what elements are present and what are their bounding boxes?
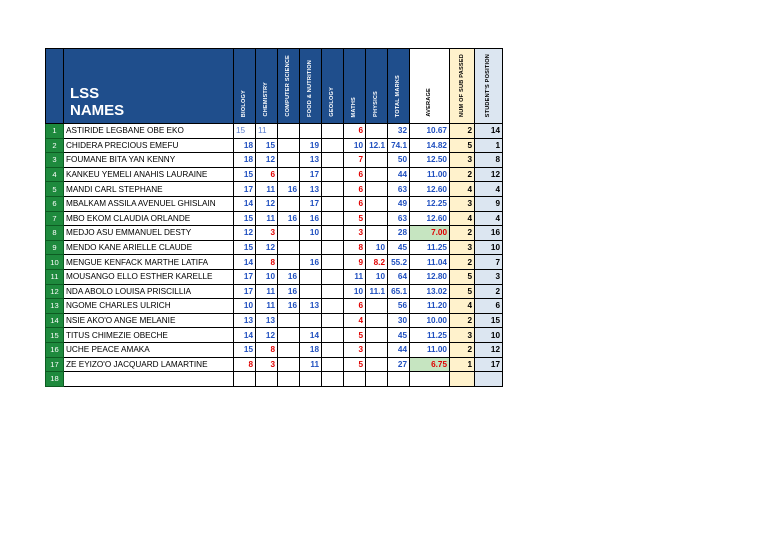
maths-cell[interactable]: 6	[344, 167, 366, 182]
total-cell[interactable]: 64	[388, 269, 410, 284]
cs-cell[interactable]	[278, 124, 300, 139]
chem-cell[interactable]: 11	[256, 211, 278, 226]
student-name-cell[interactable]: MANDI CARL STEPHANE	[64, 182, 234, 197]
table-row	[46, 240, 503, 255]
student-name-cell[interactable]: MBALKAM ASSILA AVENUEL GHISLAIN	[64, 196, 234, 211]
chem-cell[interactable]: 12	[256, 196, 278, 211]
total-cell[interactable]: 45	[388, 240, 410, 255]
food-cell[interactable]: 19	[300, 138, 322, 153]
maths-cell[interactable]: 5	[344, 357, 366, 372]
phys-cell[interactable]	[366, 357, 388, 372]
food-cell[interactable]: 17	[300, 167, 322, 182]
total-cell[interactable]: 49	[388, 196, 410, 211]
row-number-cell[interactable]: 4	[46, 167, 64, 182]
geo-cell[interactable]	[322, 211, 344, 226]
chem-cell[interactable]: 11	[256, 124, 278, 139]
chem-cell[interactable]: 8	[256, 342, 278, 357]
row-number-cell[interactable]: 17	[46, 357, 64, 372]
food-cell[interactable]	[300, 313, 322, 328]
avg-cell[interactable]: 6.75	[410, 357, 450, 372]
header-row	[46, 49, 503, 124]
row-number-cell[interactable]: 14	[46, 313, 64, 328]
phys-cell[interactable]	[366, 328, 388, 343]
bio-cell[interactable]: 15	[234, 124, 256, 139]
total-cell[interactable]: 44	[388, 167, 410, 182]
phys-cell[interactable]: 10	[366, 240, 388, 255]
geo-cell[interactable]	[322, 328, 344, 343]
geo-cell[interactable]	[322, 255, 344, 270]
row-number-cell[interactable]: 6	[46, 196, 64, 211]
maths-cell[interactable]: 10	[344, 284, 366, 299]
bio-cell[interactable]: 17	[234, 182, 256, 197]
food-cell[interactable]: 18	[300, 342, 322, 357]
maths-cell[interactable]: 7	[344, 153, 366, 168]
cs-cell[interactable]	[278, 313, 300, 328]
cs-cell[interactable]: 16	[278, 211, 300, 226]
maths-cell[interactable]: 6	[344, 196, 366, 211]
pos-cell[interactable]: 6	[475, 299, 503, 314]
food-cell[interactable]: 14	[300, 328, 322, 343]
phys-cell[interactable]	[366, 153, 388, 168]
phys-cell[interactable]	[366, 167, 388, 182]
names-header-cell[interactable]	[64, 49, 234, 124]
chem-cell[interactable]: 13	[256, 313, 278, 328]
row-number-cell[interactable]: 3	[46, 153, 64, 168]
bio-cell[interactable]: 18	[234, 153, 256, 168]
table-row	[46, 342, 503, 357]
student-name-cell[interactable]: CHIDERA PRECIOUS EMEFU	[64, 138, 234, 153]
student-name-cell[interactable]: FOUMANE BITA YAN KENNY	[64, 153, 234, 168]
cs-cell[interactable]: 16	[278, 284, 300, 299]
avg-cell[interactable]: 12.80	[410, 269, 450, 284]
maths-cell[interactable]: 6	[344, 124, 366, 139]
header-geology[interactable]: GEOLOGY	[322, 49, 344, 124]
student-name-cell[interactable]: MENDO KANE ARIELLE CLAUDE	[64, 240, 234, 255]
avg-cell[interactable]: 12.25	[410, 196, 450, 211]
food-cell[interactable]: 16	[300, 255, 322, 270]
food-cell[interactable]	[300, 372, 322, 387]
phys-cell[interactable]	[366, 196, 388, 211]
student-name-cell[interactable]: NSIE AKO'O ANGE MELANIE	[64, 313, 234, 328]
pos-cell[interactable]: 17	[475, 357, 503, 372]
chem-cell[interactable]: 12	[256, 328, 278, 343]
bio-cell[interactable]: 15	[234, 167, 256, 182]
student-name-cell[interactable]: MBO EKOM CLAUDIA ORLANDE	[64, 211, 234, 226]
maths-cell[interactable]: 8	[344, 240, 366, 255]
total-cell[interactable]: 44	[388, 342, 410, 357]
passed-cell[interactable]: 2	[450, 255, 475, 270]
food-cell[interactable]	[300, 124, 322, 139]
food-cell[interactable]	[300, 269, 322, 284]
row-number-cell[interactable]: 7	[46, 211, 64, 226]
geo-cell[interactable]	[322, 313, 344, 328]
header-title-line2: NAMES	[70, 102, 125, 119]
passed-cell[interactable]: 2	[450, 167, 475, 182]
header-computer-science[interactable]: COMPUTER SCIENCE	[278, 49, 300, 124]
pos-cell[interactable]: 15	[475, 313, 503, 328]
maths-cell[interactable]: 4	[344, 313, 366, 328]
row-number-cell[interactable]: 16	[46, 342, 64, 357]
row-number-cell[interactable]: 10	[46, 255, 64, 270]
chem-cell[interactable]	[256, 372, 278, 387]
maths-cell[interactable]: 5	[344, 211, 366, 226]
passed-cell[interactable]: 2	[450, 124, 475, 139]
row-number-cell[interactable]: 15	[46, 328, 64, 343]
avg-cell[interactable]: 11.00	[410, 167, 450, 182]
cs-cell[interactable]	[278, 240, 300, 255]
bio-cell[interactable]: 8	[234, 357, 256, 372]
spreadsheet	[45, 48, 503, 387]
avg-cell[interactable]: 10.00	[410, 313, 450, 328]
total-cell[interactable]	[388, 372, 410, 387]
food-cell[interactable]: 13	[300, 299, 322, 314]
row-number-cell[interactable]: 2	[46, 138, 64, 153]
total-cell[interactable]: 65.1	[388, 284, 410, 299]
avg-cell[interactable]: 11.00	[410, 342, 450, 357]
header-chemistry[interactable]: CHEMISTRY	[256, 49, 278, 124]
cs-cell[interactable]	[278, 167, 300, 182]
student-name-cell[interactable]: MENGUE KENFACK MARTHE LATIFA	[64, 255, 234, 270]
avg-cell[interactable]: 11.25	[410, 240, 450, 255]
header-num-passed[interactable]: NUM OF SUB PASSED	[450, 49, 475, 124]
phys-cell[interactable]	[366, 342, 388, 357]
food-cell[interactable]: 17	[300, 196, 322, 211]
student-name-cell[interactable]: NGOME CHARLES ULRICH	[64, 299, 234, 314]
avg-cell[interactable]: 11.04	[410, 255, 450, 270]
student-name-cell[interactable]: ZE EYIZO'O JACQUARD LAMARTINE	[64, 357, 234, 372]
passed-cell[interactable]: 2	[450, 313, 475, 328]
passed-cell[interactable]: 3	[450, 240, 475, 255]
maths-cell[interactable]: 6	[344, 182, 366, 197]
avg-cell[interactable]	[410, 372, 450, 387]
avg-cell[interactable]: 7.00	[410, 226, 450, 241]
bio-cell[interactable]: 15	[234, 240, 256, 255]
phys-cell[interactable]	[366, 124, 388, 139]
student-name-cell[interactable]	[64, 372, 234, 387]
avg-cell[interactable]: 10.67	[410, 124, 450, 139]
cs-cell[interactable]	[278, 328, 300, 343]
avg-cell[interactable]: 13.02	[410, 284, 450, 299]
passed-cell[interactable]: 1	[450, 357, 475, 372]
bio-cell[interactable]: 14	[234, 255, 256, 270]
phys-cell[interactable]: 12.1	[366, 138, 388, 153]
maths-cell[interactable]: 5	[344, 328, 366, 343]
geo-cell[interactable]	[322, 372, 344, 387]
maths-cell[interactable]: 11	[344, 269, 366, 284]
avg-cell[interactable]: 12.60	[410, 182, 450, 197]
geo-cell[interactable]	[322, 153, 344, 168]
header-title-line1: LSS	[70, 85, 100, 102]
pos-cell[interactable]: 4	[475, 182, 503, 197]
geo-cell[interactable]	[322, 284, 344, 299]
phys-cell[interactable]: 11.1	[366, 284, 388, 299]
pos-cell[interactable]: 4	[475, 211, 503, 226]
passed-cell[interactable]	[450, 372, 475, 387]
geo-cell[interactable]	[322, 299, 344, 314]
table-row	[46, 138, 503, 153]
row-number-cell[interactable]: 18	[46, 372, 64, 387]
table-row	[46, 372, 503, 387]
cs-cell[interactable]	[278, 255, 300, 270]
maths-cell[interactable]: 3	[344, 226, 366, 241]
table-row	[46, 284, 503, 299]
table-row	[46, 226, 503, 241]
passed-cell[interactable]: 5	[450, 284, 475, 299]
food-cell[interactable]	[300, 240, 322, 255]
avg-cell[interactable]: 12.60	[410, 211, 450, 226]
row-number-cell[interactable]: 12	[46, 284, 64, 299]
maths-cell[interactable]: 3	[344, 342, 366, 357]
chem-cell[interactable]: 12	[256, 153, 278, 168]
cs-cell[interactable]	[278, 153, 300, 168]
chem-cell[interactable]: 8	[256, 255, 278, 270]
pos-cell[interactable]: 3	[475, 269, 503, 284]
total-cell[interactable]: 55.2	[388, 255, 410, 270]
chem-cell[interactable]: 11	[256, 299, 278, 314]
geo-cell[interactable]	[322, 357, 344, 372]
pos-cell[interactable]: 12	[475, 342, 503, 357]
chem-cell[interactable]: 3	[256, 226, 278, 241]
phys-cell[interactable]	[366, 299, 388, 314]
phys-cell[interactable]: 8.2	[366, 255, 388, 270]
passed-cell[interactable]: 4	[450, 182, 475, 197]
cs-cell[interactable]	[278, 357, 300, 372]
avg-cell[interactable]: 12.50	[410, 153, 450, 168]
passed-cell[interactable]: 5	[450, 138, 475, 153]
student-name-cell[interactable]: TITUS CHIMEZIE OBECHE	[64, 328, 234, 343]
chem-cell[interactable]: 3	[256, 357, 278, 372]
student-name-cell[interactable]: UCHE PEACE AMAKA	[64, 342, 234, 357]
chem-cell[interactable]: 10	[256, 269, 278, 284]
maths-cell[interactable]	[344, 372, 366, 387]
passed-cell[interactable]: 4	[450, 299, 475, 314]
header-position[interactable]: STUDENT'S POSITION	[475, 49, 503, 124]
table-row	[46, 328, 503, 343]
bio-cell[interactable]: 14	[234, 328, 256, 343]
bio-cell[interactable]: 10	[234, 299, 256, 314]
geo-cell[interactable]	[322, 240, 344, 255]
phys-cell[interactable]	[366, 372, 388, 387]
bio-cell[interactable]: 13	[234, 313, 256, 328]
geo-cell[interactable]	[322, 269, 344, 284]
total-cell[interactable]: 28	[388, 226, 410, 241]
maths-cell[interactable]: 10	[344, 138, 366, 153]
pos-cell[interactable]: 10	[475, 328, 503, 343]
geo-cell[interactable]	[322, 196, 344, 211]
avg-cell[interactable]: 11.25	[410, 328, 450, 343]
student-name-cell[interactable]: NDA ABOLO LOUISA PRISCILLIA	[64, 284, 234, 299]
chem-cell[interactable]: 11	[256, 284, 278, 299]
geo-cell[interactable]	[322, 124, 344, 139]
row-number-cell[interactable]: 11	[46, 269, 64, 284]
total-cell[interactable]: 30	[388, 313, 410, 328]
bio-cell[interactable]: 15	[234, 211, 256, 226]
pos-cell[interactable]: 14	[475, 124, 503, 139]
total-cell[interactable]: 27	[388, 357, 410, 372]
food-cell[interactable]: 13	[300, 153, 322, 168]
table-row	[46, 313, 503, 328]
cs-cell[interactable]	[278, 342, 300, 357]
total-cell[interactable]: 32	[388, 124, 410, 139]
phys-cell[interactable]	[366, 182, 388, 197]
cs-cell[interactable]: 16	[278, 269, 300, 284]
pos-cell[interactable]: 7	[475, 255, 503, 270]
avg-cell[interactable]: 14.82	[410, 138, 450, 153]
maths-cell[interactable]: 6	[344, 299, 366, 314]
pos-cell[interactable]	[475, 372, 503, 387]
phys-cell[interactable]	[366, 226, 388, 241]
passed-cell[interactable]: 3	[450, 153, 475, 168]
row-number-cell[interactable]: 8	[46, 226, 64, 241]
food-cell[interactable]	[300, 284, 322, 299]
passed-cell[interactable]: 2	[450, 342, 475, 357]
total-cell[interactable]: 63	[388, 182, 410, 197]
cs-cell[interactable]: 16	[278, 299, 300, 314]
total-cell[interactable]: 74.1	[388, 138, 410, 153]
cs-cell[interactable]	[278, 372, 300, 387]
header-physics[interactable]: PHYSICS	[366, 49, 388, 124]
passed-cell[interactable]: 3	[450, 196, 475, 211]
table-row	[46, 299, 503, 314]
table-row	[46, 167, 503, 182]
table-row	[46, 255, 503, 270]
passed-cell[interactable]: 2	[450, 226, 475, 241]
row-number-cell[interactable]: 1	[46, 124, 64, 139]
chem-cell[interactable]: 11	[256, 182, 278, 197]
phys-cell[interactable]	[366, 313, 388, 328]
cs-cell[interactable]	[278, 138, 300, 153]
bio-cell[interactable]: 17	[234, 284, 256, 299]
avg-cell[interactable]: 11.20	[410, 299, 450, 314]
pos-cell[interactable]: 1	[475, 138, 503, 153]
row-number-cell[interactable]: 9	[46, 240, 64, 255]
phys-cell[interactable]	[366, 211, 388, 226]
chem-cell[interactable]: 12	[256, 240, 278, 255]
cs-cell[interactable]	[278, 226, 300, 241]
bio-cell[interactable]: 18	[234, 138, 256, 153]
row-number-cell[interactable]: 5	[46, 182, 64, 197]
header-food-nutrition[interactable]: FOOD & NUTRITION	[300, 49, 322, 124]
table-row	[46, 211, 503, 226]
table-row	[46, 357, 503, 372]
table-row	[46, 153, 503, 168]
table-row	[46, 196, 503, 211]
cs-cell[interactable]: 16	[278, 182, 300, 197]
maths-cell[interactable]: 9	[344, 255, 366, 270]
row-number-cell[interactable]: 13	[46, 299, 64, 314]
passed-cell[interactable]: 3	[450, 328, 475, 343]
phys-cell[interactable]: 10	[366, 269, 388, 284]
chem-cell[interactable]: 15	[256, 138, 278, 153]
bio-cell[interactable]: 14	[234, 196, 256, 211]
food-cell[interactable]: 10	[300, 226, 322, 241]
bio-cell[interactable]: 15	[234, 342, 256, 357]
pos-cell[interactable]: 12	[475, 167, 503, 182]
food-cell[interactable]: 13	[300, 182, 322, 197]
geo-cell[interactable]	[322, 182, 344, 197]
passed-cell[interactable]: 4	[450, 211, 475, 226]
student-name-cell[interactable]: KANKEU YEMELI ANAHIS LAURAINE	[64, 167, 234, 182]
chem-cell[interactable]: 6	[256, 167, 278, 182]
total-cell[interactable]: 63	[388, 211, 410, 226]
total-cell[interactable]: 50	[388, 153, 410, 168]
food-cell[interactable]: 11	[300, 357, 322, 372]
pos-cell[interactable]: 8	[475, 153, 503, 168]
header-maths[interactable]: MATHS	[344, 49, 366, 124]
pos-cell[interactable]: 16	[475, 226, 503, 241]
table-row	[46, 124, 503, 139]
table-row	[46, 269, 503, 284]
passed-cell[interactable]: 5	[450, 269, 475, 284]
geo-cell[interactable]	[322, 226, 344, 241]
cs-cell[interactable]	[278, 196, 300, 211]
header-total-marks[interactable]: TOTAL MARKS	[388, 49, 410, 124]
bio-cell[interactable]: 17	[234, 269, 256, 284]
bio-cell[interactable]: 12	[234, 226, 256, 241]
geo-cell[interactable]	[322, 167, 344, 182]
header-average[interactable]: AVERAGE	[410, 49, 450, 124]
pos-cell[interactable]: 9	[475, 196, 503, 211]
header-corner-cell[interactable]	[46, 49, 64, 124]
total-cell[interactable]: 56	[388, 299, 410, 314]
geo-cell[interactable]	[322, 342, 344, 357]
total-cell[interactable]: 45	[388, 328, 410, 343]
header-biology[interactable]: BIOLOGY	[234, 49, 256, 124]
pos-cell[interactable]: 10	[475, 240, 503, 255]
pos-cell[interactable]: 2	[475, 284, 503, 299]
student-name-cell[interactable]: MEDJO ASU EMMANUEL DESTY	[64, 226, 234, 241]
geo-cell[interactable]	[322, 138, 344, 153]
student-name-cell[interactable]: ASTIRIDE LEGBANE OBE EKO	[64, 124, 234, 139]
student-name-cell[interactable]: MOUSANGO ELLO ESTHER KARELLE	[64, 269, 234, 284]
bio-cell[interactable]	[234, 372, 256, 387]
food-cell[interactable]: 16	[300, 211, 322, 226]
table-row	[46, 182, 503, 197]
results-table	[45, 48, 503, 387]
